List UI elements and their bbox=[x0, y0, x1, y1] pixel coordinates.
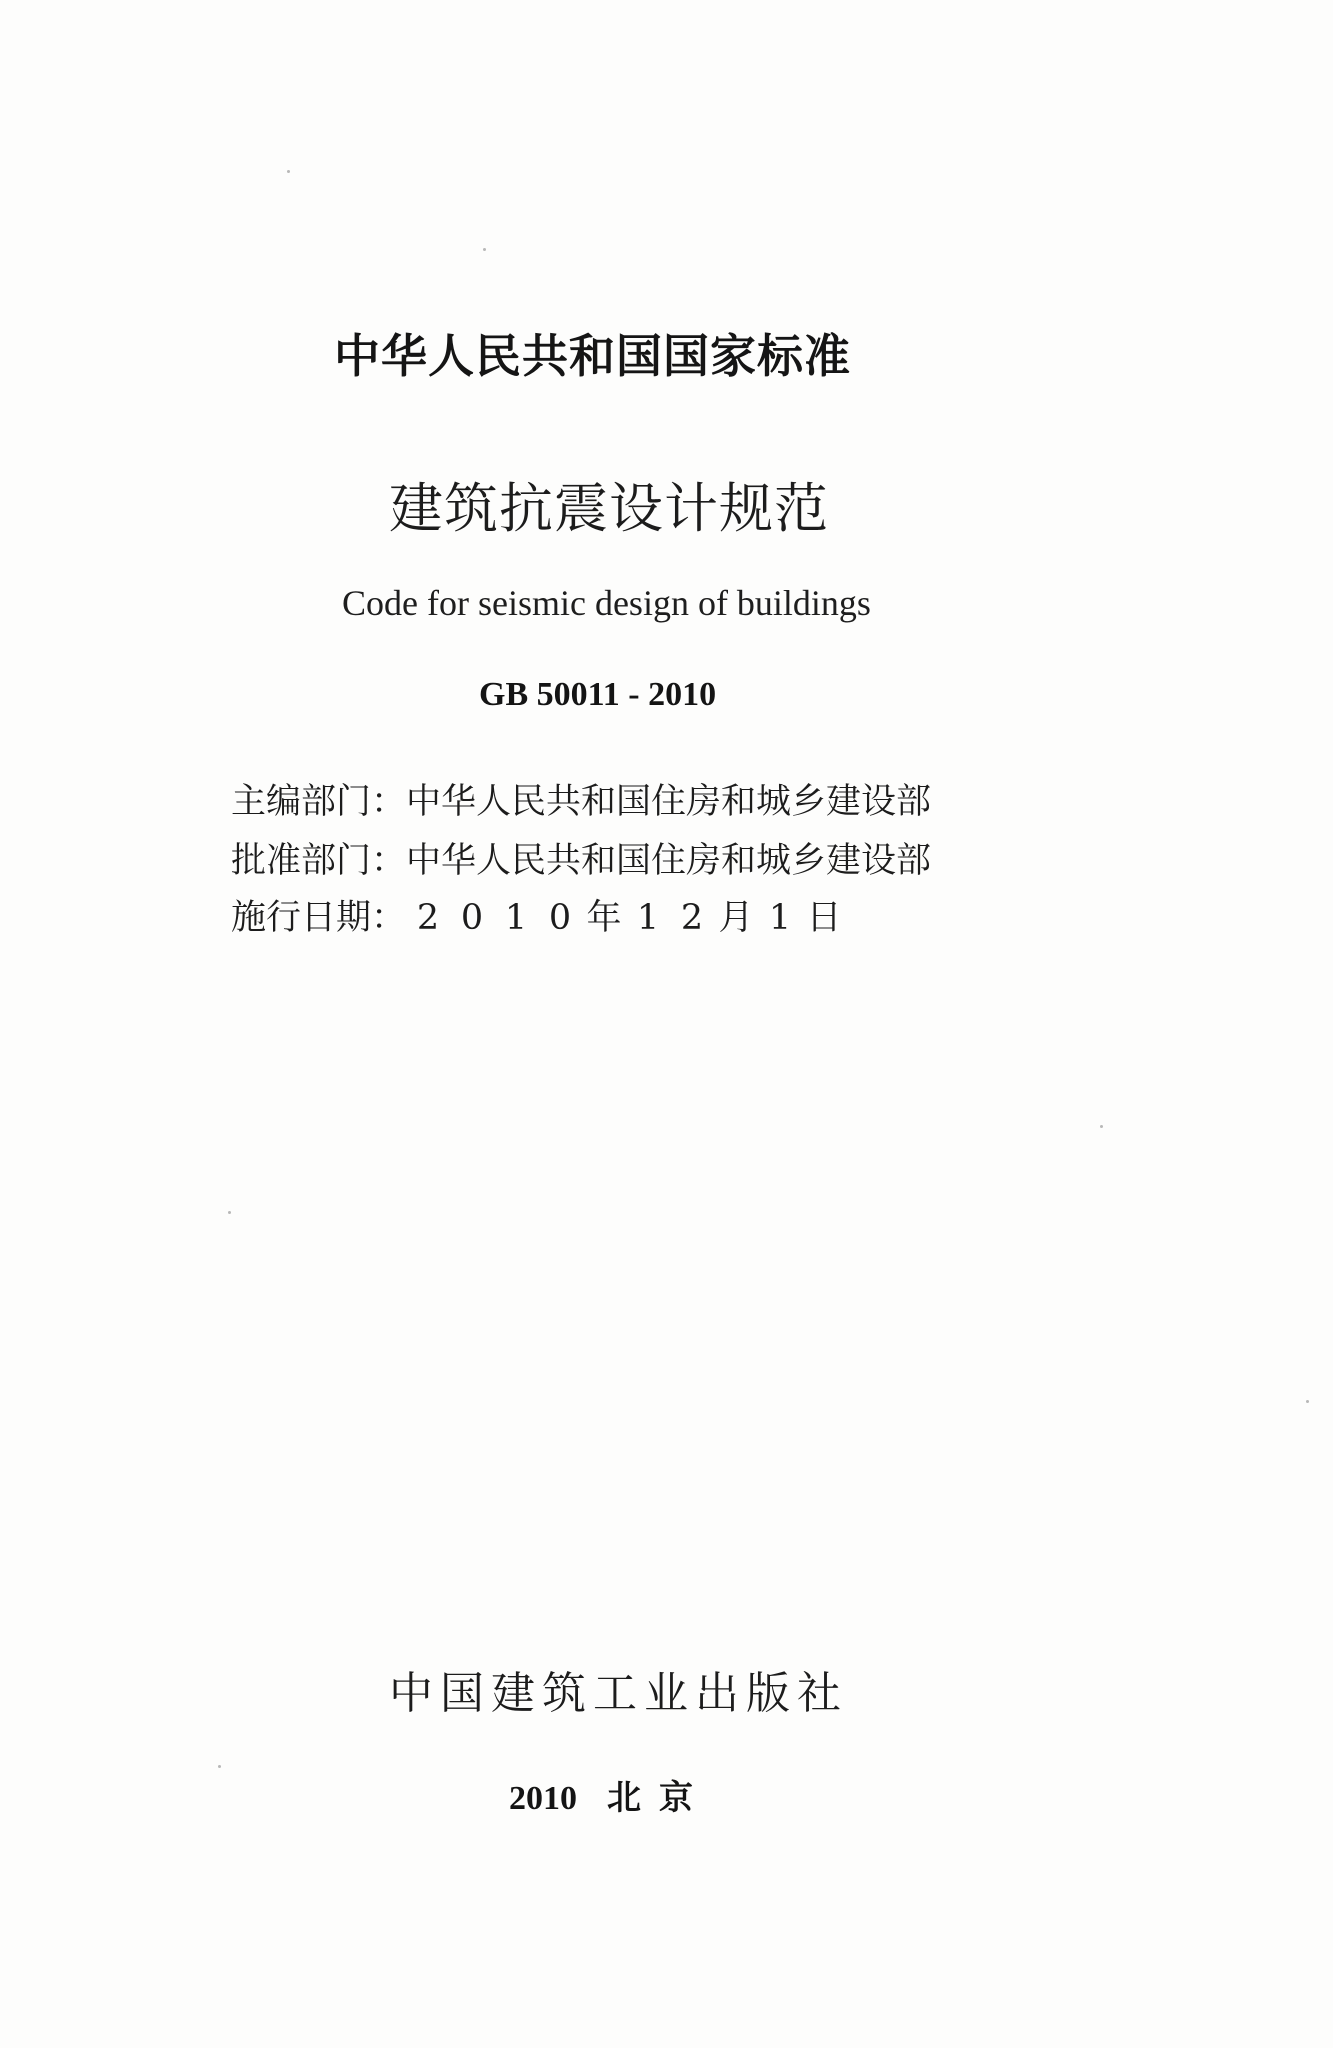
scan-speck bbox=[228, 1211, 231, 1214]
scan-speck bbox=[483, 248, 486, 251]
effective-date-row bbox=[231, 890, 846, 940]
effective-date-char: 年 bbox=[586, 898, 622, 938]
chief-dept-row bbox=[231, 774, 931, 824]
document-title-english: Code for seismic design of buildings bbox=[342, 583, 871, 623]
effective-date-char: 2 bbox=[416, 898, 440, 938]
effective-date-label: 施行日期： bbox=[231, 898, 407, 938]
effective-date-value bbox=[406, 890, 846, 940]
effective-date-char: 1 bbox=[768, 898, 792, 938]
effective-date-char: 1 bbox=[504, 898, 528, 938]
publisher-name: 中国建筑工业出版社 bbox=[389, 1668, 848, 1719]
scan-speck bbox=[287, 170, 290, 173]
scan-speck bbox=[1100, 1125, 1103, 1128]
publication-place-year bbox=[509, 1770, 711, 1819]
effective-date-char: 0 bbox=[548, 898, 572, 938]
chief-dept-value: 中华人民共和国住房和城乡建设部 bbox=[406, 782, 932, 822]
approval-dept-row bbox=[231, 833, 931, 883]
approval-dept-label: 批准部门： bbox=[231, 841, 407, 881]
effective-date-char: 月 bbox=[718, 898, 754, 938]
scan-speck bbox=[1306, 1400, 1309, 1403]
effective-date-char: 0 bbox=[460, 898, 484, 938]
approval-dept-value: 中华人民共和国住房和城乡建设部 bbox=[406, 841, 932, 881]
document-title-chinese: 建筑抗震设计规范 bbox=[389, 477, 829, 540]
chief-dept-label: 主编部门： bbox=[231, 782, 407, 822]
effective-date-char: 1 bbox=[636, 898, 660, 938]
standard-category-header: 中华人民共和国国家标准 bbox=[334, 329, 851, 383]
publication-year: 2010 bbox=[509, 1780, 577, 1817]
standard-code: GB 50011 - 2010 bbox=[479, 676, 717, 713]
publication-city: 北京 bbox=[607, 1778, 711, 1818]
scan-speck bbox=[218, 1765, 221, 1768]
effective-date-char: 日 bbox=[806, 898, 842, 938]
effective-date-char: 2 bbox=[680, 898, 704, 938]
